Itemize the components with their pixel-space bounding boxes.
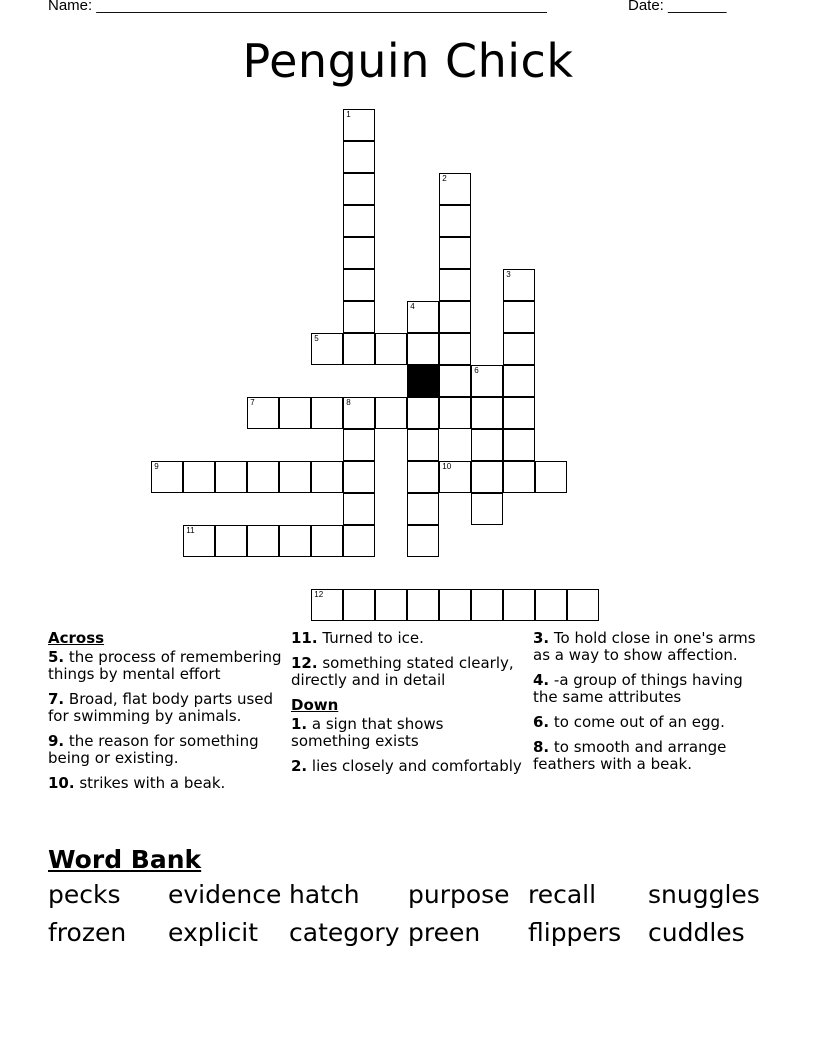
clue-number-label: 8. — [533, 738, 550, 756]
grid-cell[interactable] — [503, 429, 535, 461]
grid-cell[interactable] — [343, 173, 375, 205]
grid-cell[interactable] — [151, 461, 183, 493]
clue-number: 1 — [346, 110, 351, 120]
grid-cell[interactable] — [183, 525, 215, 557]
grid-cell[interactable] — [471, 589, 503, 621]
word-bank-word: pecks — [48, 880, 121, 909]
clue-item — [533, 739, 768, 773]
grid-cell[interactable] — [439, 397, 471, 429]
word-bank-word: recall — [528, 880, 597, 909]
clue-text: strikes with a beak. — [74, 774, 226, 792]
puzzle-title: Penguin Chick — [242, 34, 574, 88]
clue-item — [48, 733, 283, 767]
grid-cell[interactable] — [343, 461, 375, 493]
grid-cell[interactable] — [343, 301, 375, 333]
clue-item — [533, 714, 768, 731]
grid-cell[interactable] — [343, 269, 375, 301]
clue-text: Broad, flat body parts used for swimming by animals. — [48, 690, 274, 725]
word-bank-word: frozen — [48, 918, 127, 947]
clue-text: the process of remembering things by mental effort — [48, 648, 282, 683]
clue-text: the reason for something being or existing. — [48, 732, 259, 767]
clue-number: 5 — [314, 334, 319, 344]
grid-cell[interactable] — [279, 397, 311, 429]
grid-cell[interactable] — [439, 365, 471, 397]
grid-cell[interactable] — [439, 589, 471, 621]
grid-cell[interactable] — [343, 397, 375, 429]
grid-cell[interactable] — [279, 461, 311, 493]
grid-cell[interactable] — [407, 333, 439, 365]
grid-cell[interactable] — [407, 589, 439, 621]
grid-cell[interactable] — [247, 397, 279, 429]
grid-cell[interactable] — [311, 333, 343, 365]
grid-cell[interactable] — [471, 429, 503, 461]
grid-cell[interactable] — [343, 493, 375, 525]
word-bank-word: evidence — [168, 880, 282, 909]
grid-cell[interactable] — [503, 333, 535, 365]
grid-cell[interactable] — [343, 237, 375, 269]
across-clue-list-cont — [291, 630, 526, 689]
clue-number: 9 — [154, 462, 159, 472]
grid-cell[interactable] — [343, 589, 375, 621]
clue-number: 10 — [442, 462, 452, 472]
word-bank-word: explicit — [168, 918, 258, 947]
clue-item — [533, 630, 768, 664]
clue-item — [48, 775, 283, 792]
grid-cell[interactable] — [471, 397, 503, 429]
word-bank-title: Word Bank — [48, 845, 202, 874]
clue-number-label: 10. — [48, 774, 75, 792]
grid-cell[interactable] — [311, 589, 343, 621]
grid-cell[interactable] — [343, 333, 375, 365]
word-bank-word: cuddles — [648, 918, 745, 947]
clue-number: 8 — [346, 398, 351, 408]
grid-cell[interactable] — [535, 461, 567, 493]
clue-number-label: 9. — [48, 732, 65, 750]
grid-cell[interactable] — [471, 365, 503, 397]
clue-number-label: 2. — [291, 757, 308, 775]
grid-cell[interactable] — [503, 301, 535, 333]
grid-cell[interactable] — [503, 365, 535, 397]
grid-cell[interactable] — [439, 301, 471, 333]
grid-cell[interactable] — [407, 301, 439, 333]
grid-block-cell — [407, 365, 439, 397]
word-bank-word: preen — [408, 918, 481, 947]
grid-cell[interactable] — [343, 429, 375, 461]
across-heading: Across — [48, 629, 105, 647]
grid-cell[interactable] — [407, 461, 439, 493]
clue-number-label: 3. — [533, 629, 550, 647]
clue-text: -a group of things having the same attributes — [533, 671, 743, 706]
grid-cell[interactable] — [439, 333, 471, 365]
grid-cell[interactable] — [407, 525, 439, 557]
grid-cell[interactable] — [375, 589, 407, 621]
grid-cell[interactable] — [215, 461, 247, 493]
down-clue-list — [291, 716, 526, 775]
grid-cell[interactable] — [503, 269, 535, 301]
clues-column-2 — [291, 630, 526, 783]
across-clue-list — [48, 649, 283, 792]
grid-cell[interactable] — [247, 461, 279, 493]
word-bank-word: hatch — [289, 880, 360, 909]
clue-number: 6 — [474, 366, 479, 376]
clue-text: Turned to ice. — [317, 629, 424, 647]
grid-cell[interactable] — [279, 525, 311, 557]
clue-item — [48, 649, 283, 683]
clue-number: 2 — [442, 174, 447, 184]
word-bank-word: purpose — [408, 880, 510, 909]
clue-item — [291, 716, 526, 750]
grid-cell[interactable] — [407, 493, 439, 525]
clue-text: to come out of an egg. — [549, 713, 725, 731]
clue-number-label: 12. — [291, 654, 318, 672]
clue-text: To hold close in one's arms as a way to show affection. — [533, 629, 756, 664]
grid-cell[interactable] — [439, 461, 471, 493]
clue-number: 3 — [506, 270, 511, 280]
grid-cell[interactable] — [407, 397, 439, 429]
clue-number: 7 — [250, 398, 255, 408]
clue-text: to smooth and arrange feathers with a beak. — [533, 738, 727, 773]
word-bank-word: snuggles — [648, 880, 760, 909]
grid-cell[interactable] — [503, 461, 535, 493]
grid-cell[interactable] — [343, 109, 375, 141]
grid-cell[interactable] — [343, 525, 375, 557]
clue-number-label: 6. — [533, 713, 550, 731]
clue-number: 12 — [314, 590, 324, 600]
clue-text: lies closely and comfortably — [307, 757, 522, 775]
clue-number: 4 — [410, 302, 415, 312]
grid-cell[interactable] — [503, 589, 535, 621]
grid-cell[interactable] — [439, 269, 471, 301]
clue-text: something stated clearly, directly and in detail — [291, 654, 514, 689]
clue-item — [48, 691, 283, 725]
grid-cell[interactable] — [375, 397, 407, 429]
word-bank-word: category — [289, 918, 400, 947]
grid-cell[interactable] — [439, 205, 471, 237]
grid-cell[interactable] — [407, 429, 439, 461]
grid-cell[interactable] — [247, 525, 279, 557]
clues-column-3 — [533, 630, 768, 781]
down-heading: Down — [291, 696, 339, 714]
clue-number-label: 11. — [291, 629, 318, 647]
clue-item — [291, 758, 526, 775]
grid-cell[interactable] — [503, 397, 535, 429]
grid-cell[interactable] — [439, 173, 471, 205]
clue-number-label: 7. — [48, 690, 65, 708]
grid-cell[interactable] — [311, 461, 343, 493]
grid-cell[interactable] — [471, 461, 503, 493]
word-bank-word: flippers — [528, 918, 622, 947]
grid-cell[interactable] — [311, 525, 343, 557]
clue-item — [291, 655, 526, 689]
clue-number: 11 — [186, 526, 195, 536]
grid-cell[interactable] — [343, 141, 375, 173]
clue-number-label: 1. — [291, 715, 308, 733]
clue-text: a sign that shows something exists — [291, 715, 444, 750]
date-field-line: Date: _______ — [628, 0, 727, 14]
grid-cell[interactable] — [471, 493, 503, 525]
grid-cell[interactable] — [567, 589, 599, 621]
grid-cell[interactable] — [439, 237, 471, 269]
clue-number-label: 5. — [48, 648, 65, 666]
grid-cell[interactable] — [215, 525, 247, 557]
grid-cell[interactable] — [535, 589, 567, 621]
grid-cell[interactable] — [311, 397, 343, 429]
clue-item — [291, 630, 526, 647]
grid-cell[interactable] — [343, 205, 375, 237]
grid-cell[interactable] — [375, 333, 407, 365]
clue-item — [533, 672, 768, 706]
clue-number-label: 4. — [533, 671, 550, 689]
grid-cell[interactable] — [183, 461, 215, 493]
down-clue-list-cont — [533, 630, 768, 773]
name-field-line: Name: ______________________________________________________ — [48, 0, 547, 14]
clues-column-1 — [48, 630, 283, 800]
